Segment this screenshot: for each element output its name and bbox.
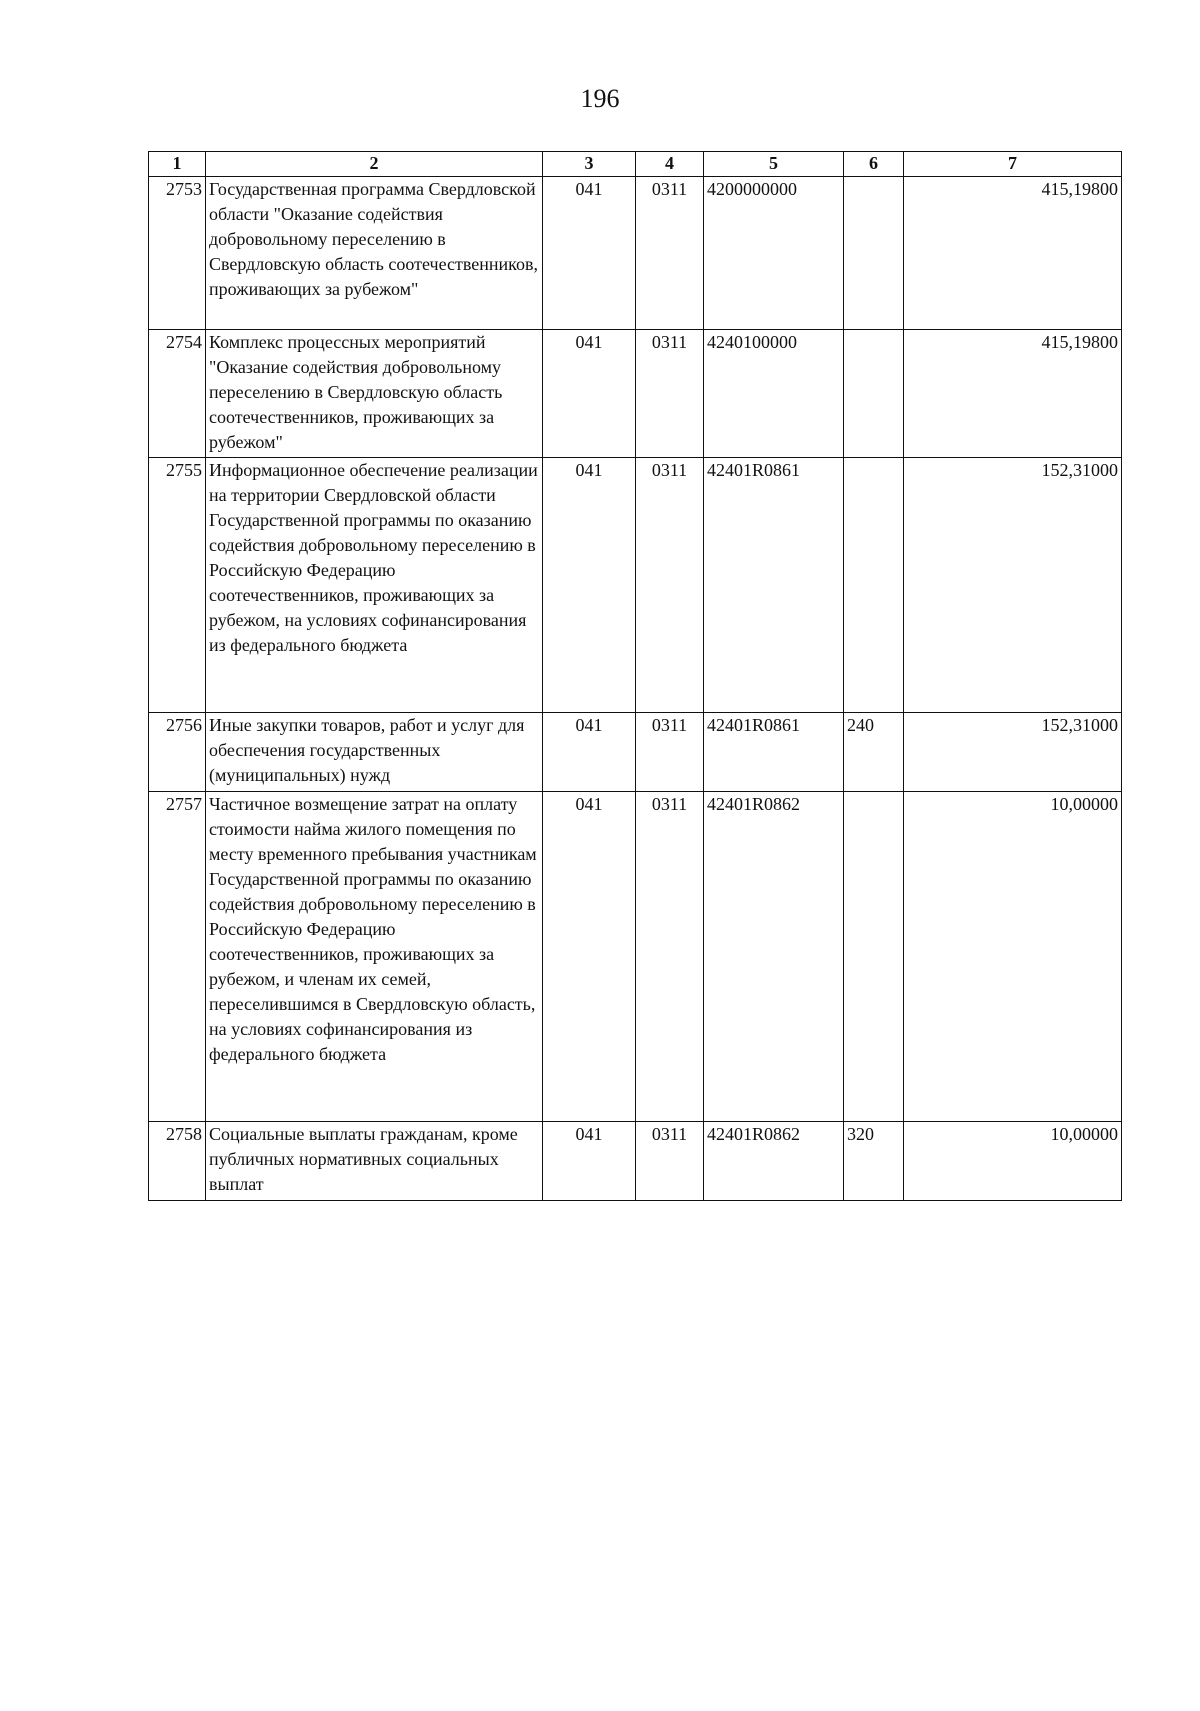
table-row (149, 713, 1122, 792)
row-number: 2754 (149, 330, 206, 458)
row-ministry-code: 041 (543, 177, 636, 330)
row-target-code: 4200000000 (704, 177, 844, 330)
row-ministry-code: 041 (543, 792, 636, 1122)
header-col-4: 4 (636, 152, 704, 177)
row-ministry-code: 041 (543, 713, 636, 792)
row-amount: 415,19800 (904, 330, 1122, 458)
row-expense-type (844, 792, 904, 1122)
row-expense-type (844, 330, 904, 458)
table-header (149, 152, 1122, 177)
row-target-code: 4240100000 (704, 330, 844, 458)
table-row (149, 1122, 1122, 1201)
row-section-code: 0311 (636, 1122, 704, 1201)
row-amount: 152,31000 (904, 458, 1122, 713)
row-amount: 10,00000 (904, 1122, 1122, 1201)
row-expense-type: 320 (844, 1122, 904, 1201)
row-number: 2753 (149, 177, 206, 330)
row-target-code: 42401R0861 (704, 458, 844, 713)
row-number: 2758 (149, 1122, 206, 1201)
row-expense-type: 240 (844, 713, 904, 792)
header-col-5: 5 (704, 152, 844, 177)
table-body (149, 177, 1122, 1201)
row-ministry-code: 041 (543, 1122, 636, 1201)
table-row (149, 330, 1122, 458)
header-col-3: 3 (543, 152, 636, 177)
row-number: 2757 (149, 792, 206, 1122)
header-row (149, 152, 1122, 177)
row-target-code: 42401R0861 (704, 713, 844, 792)
row-name: Государственная программа Свердловской области "Оказание содействия добровольному переселению в Свердловскую область соотечественников, проживающих за рубежом" (206, 177, 543, 330)
row-name: Комплекс процессных мероприятий "Оказание содействия добровольному переселению в Свердловскую область соотечественников, проживающих за рубежом" (206, 330, 543, 458)
header-col-2: 2 (206, 152, 543, 177)
row-amount: 415,19800 (904, 177, 1122, 330)
row-number: 2756 (149, 713, 206, 792)
row-ministry-code: 041 (543, 458, 636, 713)
table-row (149, 458, 1122, 713)
page-number: 196 (580, 84, 620, 113)
row-amount: 10,00000 (904, 792, 1122, 1122)
header-col-1: 1 (149, 152, 206, 177)
row-name: Социальные выплаты гражданам, кроме публичных нормативных социальных выплат (206, 1122, 543, 1201)
header-col-7: 7 (904, 152, 1122, 177)
row-section-code: 0311 (636, 330, 704, 458)
row-number: 2755 (149, 458, 206, 713)
budget-table (148, 151, 1122, 1201)
row-target-code: 42401R0862 (704, 792, 844, 1122)
row-section-code: 0311 (636, 792, 704, 1122)
row-amount: 152,31000 (904, 713, 1122, 792)
row-expense-type (844, 458, 904, 713)
row-name: Частичное возмещение затрат на оплату стоимости найма жилого помещения по месту временного пребывания участникам Государственной программы по оказанию содействия добровольному переселению в Российскую Федерацию соотечественников, проживающих за рубежом, и членам их семей, переселившимся в Свердловскую область, на условиях софинансирования из федерального бюджета (206, 792, 543, 1122)
table-row (149, 792, 1122, 1122)
row-section-code: 0311 (636, 713, 704, 792)
row-ministry-code: 041 (543, 330, 636, 458)
header-col-6: 6 (844, 152, 904, 177)
row-name: Информационное обеспечение реализации на территории Свердловской области Государственной программы по оказанию содействия добровольному переселению в Российскую Федерацию соотечественников, проживающих за рубежом, на условиях софинансирования из федерального бюджета (206, 458, 543, 713)
row-section-code: 0311 (636, 458, 704, 713)
row-name: Иные закупки товаров, работ и услуг для обеспечения государственных (муниципальных) нужд (206, 713, 543, 792)
row-expense-type (844, 177, 904, 330)
table-row (149, 177, 1122, 330)
row-section-code: 0311 (636, 177, 704, 330)
row-target-code: 42401R0862 (704, 1122, 844, 1201)
